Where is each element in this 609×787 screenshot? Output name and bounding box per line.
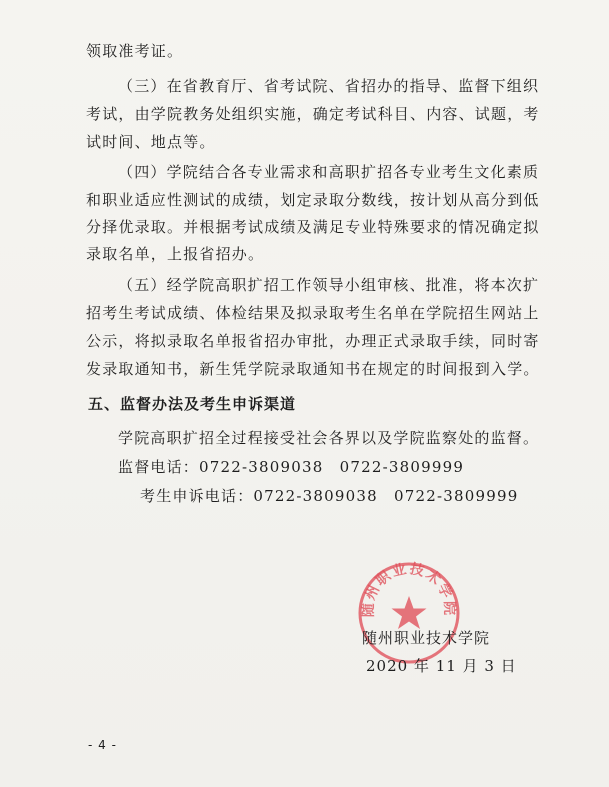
- complaint-phone: 考生申诉电话：0722-3809038 0722-3809999: [140, 487, 519, 505]
- body-line-1: 领取准考证。: [86, 42, 184, 60]
- signature-organization: 随州职业技术学院: [362, 629, 491, 647]
- body-line-10: 招考生考试成绩、体检结果及拟录取考生名单在学院招生网站上: [86, 304, 540, 322]
- body-line-11: 公示，将拟录取名单报省招办审批，办理正式录取手续，同时寄: [86, 332, 540, 350]
- body-line-5: （四）学院结合各专业需求和高职扩招各专业考生文化素质: [118, 163, 540, 181]
- page-number: - 4 -: [88, 738, 117, 752]
- official-seal-icon: [356, 560, 462, 666]
- body-line-2: （三）在省教育厅、省考试院、省招办的指导、监督下组织: [118, 77, 540, 95]
- section-body: 学院高职扩招全过程接受社会各界以及学院监察处的监督。: [118, 429, 540, 447]
- body-line-4: 试时间、地点等。: [86, 133, 216, 151]
- body-line-7: 分择优录取。并根据考试成绩及满足专业特殊要求的情况确定拟: [86, 218, 540, 236]
- signature-date: 2020 年 11 月 3 日: [366, 657, 517, 675]
- body-line-9: （五）经学院高职扩招工作领导小组审核、批准，将本次扩: [118, 276, 540, 294]
- body-line-8: 录取名单，上报省招办。: [86, 245, 265, 263]
- body-line-6: 和职业适应性测试的成绩，划定录取分数线，按计划从高分到低: [86, 191, 540, 209]
- supervision-phone: 监督电话：0722-3809038 0722-3809999: [118, 458, 465, 476]
- svg-text:随州职业技术学院: 随州职业技术学院: [360, 560, 458, 618]
- body-line-3: 考试，由学院教务处组织实施，确定考试科目、内容、试题，考: [86, 105, 540, 123]
- body-line-12: 发录取通知书，新生凭学院录取通知书在规定的时间报到入学。: [86, 360, 540, 378]
- bleed-through-text: [240, 30, 361, 46]
- section-heading: 五、监督办法及考生申诉渠道: [88, 395, 297, 413]
